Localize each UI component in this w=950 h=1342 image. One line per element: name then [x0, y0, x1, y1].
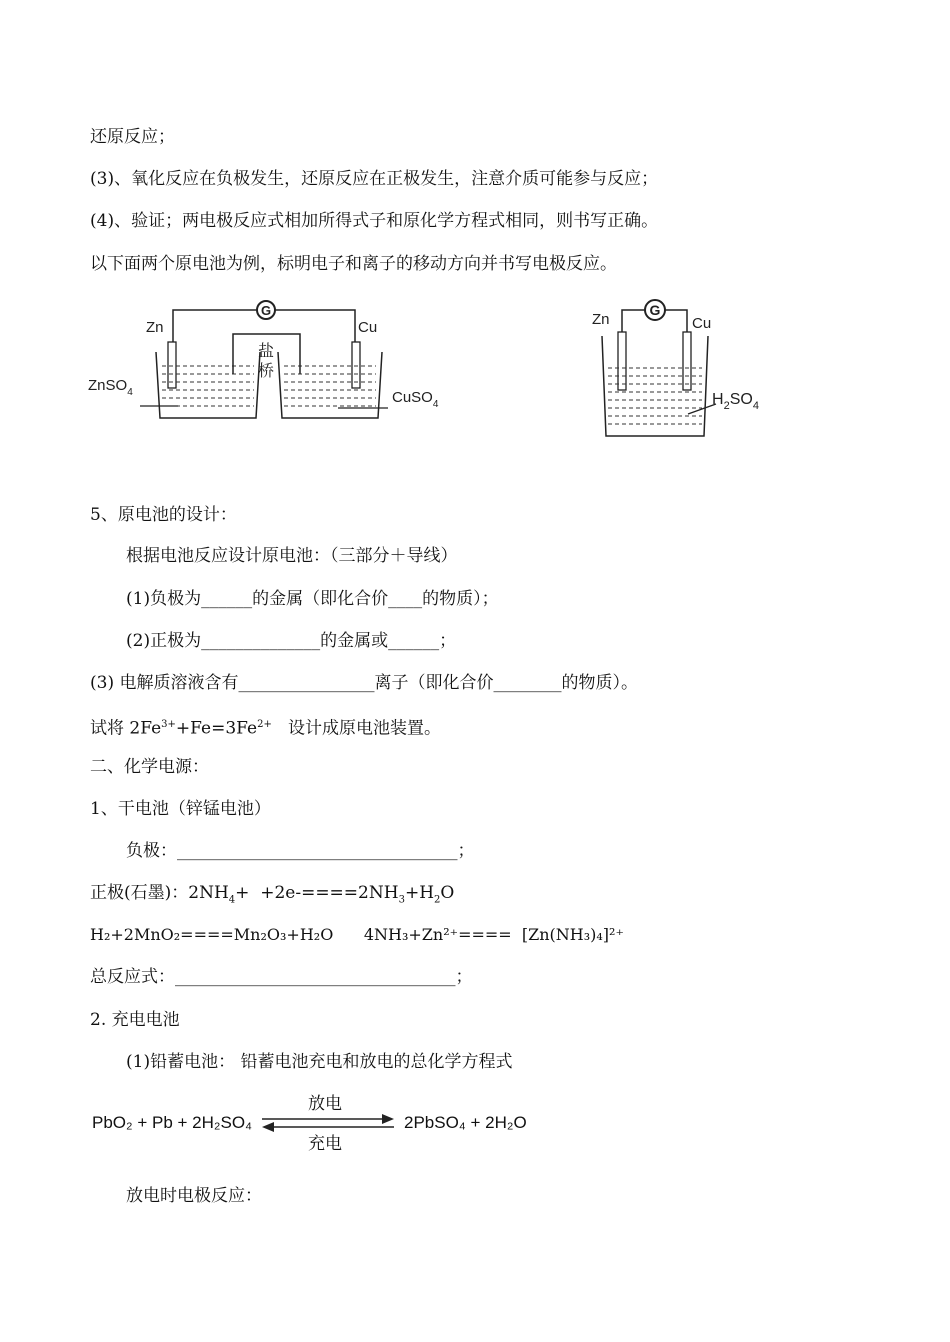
- text-line: 以下面两个原电池为例，标明电子和离子的移动方向并书写电极反应。: [90, 254, 617, 274]
- text-line: 总反应式：_________________________________；: [90, 967, 473, 987]
- cu-electrode: [683, 332, 691, 390]
- text-line: 根据电池反应设计原电池：（三部分＋导线）: [126, 546, 458, 566]
- cu-label: Cu: [358, 319, 378, 336]
- arrow-top-label: 放电: [308, 1094, 342, 1113]
- text-line: 正极(石墨)：$2NH_4+ +2e-====2NH_3+H_2O$: [90, 883, 455, 906]
- cu-label: Cu: [692, 315, 712, 332]
- h2so4-label: $H_2SO_4$: [712, 391, 759, 412]
- galvanometer-label: G: [260, 303, 272, 318]
- salt-bridge-cell-diagram: [88, 290, 468, 430]
- cuso4-label: CuSO$_4$: [392, 389, 439, 410]
- text-line: 还原反应；: [90, 127, 175, 147]
- h2so4-cell-diagram: [592, 292, 802, 442]
- zn-label: Zn: [592, 311, 610, 328]
- salt-bridge-label-bottom: 桥: [257, 363, 275, 380]
- text-line: 试将 $2Fe^{3+}+Fe=3Fe^{2+}$ 设计成原电池装置。: [90, 718, 442, 739]
- znso4-label: ZnSO$_4$: [88, 377, 133, 398]
- zn-label: Zn: [146, 319, 164, 336]
- text-line: (4)、验证；两电极反应式相加所得式子和原化学方程式相同，则书写正确。: [90, 211, 659, 231]
- reversible-arrow: [258, 1113, 398, 1133]
- text-line: 放电时电极反应：: [126, 1186, 262, 1206]
- text-line: H₂+2MnO₂====Mn₂O₃+H₂O 4NH₃+Zn²⁺==== [Zn(NH₃)₄]²⁺: [90, 925, 624, 944]
- salt-bridge-label-top: 盐: [257, 343, 275, 360]
- text-line: (3)、氧化反应在负极发生，还原反应在正极发生，注意介质可能参与反应；: [90, 169, 659, 189]
- text-line: 2. 充电电池: [90, 1010, 180, 1030]
- text-line: 负极：_________________________________；: [126, 841, 475, 861]
- zn-electrode: [168, 342, 176, 388]
- arrow-bottom-label: 充电: [308, 1134, 342, 1153]
- equation-left: PbO₂ + Pb + 2H₂SO₄: [92, 1113, 252, 1132]
- text-line: (1)铅蓄电池： 铅蓄电池充电和放电的总化学方程式: [126, 1052, 513, 1072]
- section-heading: 二、化学电源：: [90, 757, 209, 777]
- text-line: (3) 电解质溶液含有________________离子（即化合价________的物质）。: [90, 673, 638, 693]
- text-line: (2)正极为______________的金属或______；: [126, 631, 457, 651]
- galvanometer-label: G: [649, 302, 661, 318]
- equation-right: 2PbSO₄ + 2H₂O: [404, 1113, 527, 1132]
- zn-electrode: [618, 332, 626, 390]
- cu-electrode: [352, 342, 360, 388]
- text-line: 1、干电池（锌锰电池）: [90, 799, 271, 819]
- text-line: (1)负极为______的金属（即化合价____的物质）；: [126, 589, 499, 609]
- text-line: 5、原电池的设计：: [90, 505, 237, 525]
